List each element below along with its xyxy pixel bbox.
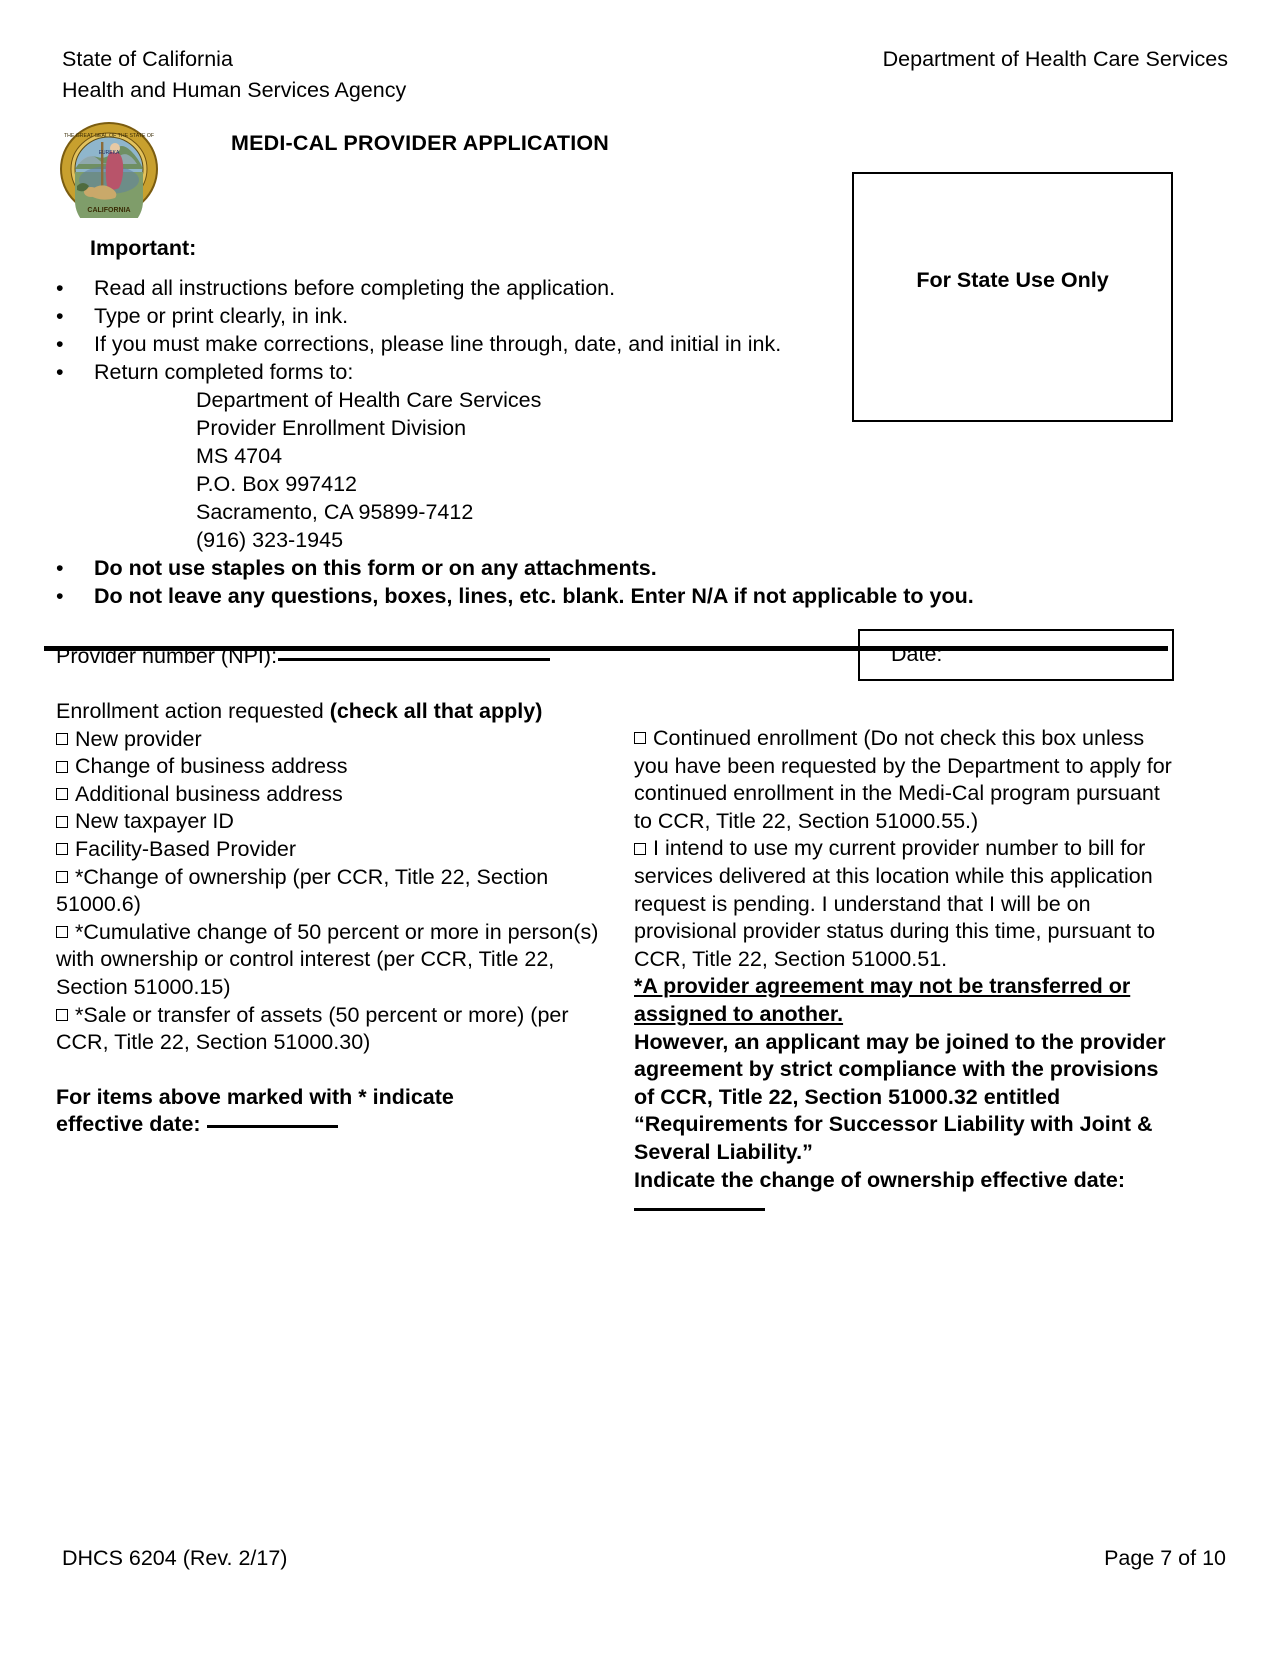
effective-date-line2 xyxy=(56,1111,621,1139)
enrollment-heading xyxy=(56,698,621,726)
checkbox-row-change-of-business-address[interactable] xyxy=(56,753,621,781)
checkbox-icon[interactable] xyxy=(56,733,68,745)
address-line: Department of Health Care Services xyxy=(196,388,542,412)
department-name: Department of Health Care Services xyxy=(882,47,1228,71)
ownership-effective-date-block xyxy=(634,1167,1174,1222)
checkbox-row-intend-to-use-current-provider-number[interactable] xyxy=(634,835,1174,973)
enrollment-heading-plain: Enrollment action requested xyxy=(56,699,330,723)
state-name: State of California xyxy=(62,47,233,71)
checkbox-row-continued-enrollment[interactable] xyxy=(634,725,1174,835)
checkbox-row-change-of-ownership[interactable] xyxy=(56,864,621,919)
page-footer xyxy=(62,1546,1226,1571)
list-item xyxy=(56,582,1166,610)
list-item xyxy=(56,274,1166,302)
checkbox-label: New taxpayer ID xyxy=(75,809,234,834)
address-line: MS 4704 xyxy=(196,444,283,468)
effective-date-input[interactable] xyxy=(207,1125,338,1128)
checkbox-icon[interactable] xyxy=(634,843,646,855)
checkbox-label: *Change of ownership (per CCR, Title 22, Section 51000.6) xyxy=(56,864,549,917)
checkbox-icon[interactable] xyxy=(56,843,68,855)
enrollment-left-column xyxy=(56,698,621,1139)
svg-text:CALIFORNIA: CALIFORNIA xyxy=(87,207,131,214)
checkbox-label: Facility-Based Provider xyxy=(75,836,297,861)
checkbox-label: New provider xyxy=(75,726,202,751)
effective-date-block xyxy=(56,1084,621,1139)
bullet-icon: • xyxy=(56,304,64,328)
ownership-effective-date-input[interactable] xyxy=(634,1208,765,1211)
bullet-icon: • xyxy=(56,556,64,580)
address-phone: (916) 323-1945 xyxy=(196,528,344,552)
address-line: P.O. Box 997412 xyxy=(196,472,357,496)
checkbox-label: Additional business address xyxy=(75,781,343,806)
checkbox-label: *Cumulative change of 50 percent or more in person(s) with ownership or control interest (per CCR, Title 22, Section 51000.15) xyxy=(56,919,599,999)
page-title: MEDI-CAL PROVIDER APPLICATION xyxy=(230,131,610,155)
provider-number-row xyxy=(56,644,550,669)
page-number: Page 7 of 10 xyxy=(1104,1546,1226,1570)
date-label: Date: xyxy=(891,642,943,666)
list-item xyxy=(56,358,1166,386)
for-state-use-only-label: For State Use Only xyxy=(916,268,1109,292)
page-header xyxy=(62,44,1228,106)
instruction-text: Read all instructions before completing the application. xyxy=(94,276,616,300)
svg-text:THE GREAT SEAL OF THE STATE OF: THE GREAT SEAL OF THE STATE OF xyxy=(63,133,155,139)
checkbox-row-additional-business-address[interactable] xyxy=(56,781,621,809)
successor-liability-notice: However, an applicant may be joined to the provider agreement by strict compliance with the provisions of CCR, Title 22, Section 51000.32 entitled “Requirements for Successor Liability with Joint & Several Liability.” xyxy=(634,1029,1166,1164)
instruction-text: If you must make corrections, please line through, date, and initial in ink. xyxy=(94,332,782,356)
checkbox-icon[interactable] xyxy=(56,1009,68,1021)
agency-block xyxy=(62,44,406,106)
address-line: Sacramento, CA 95899-7412 xyxy=(196,500,474,524)
checkbox-icon[interactable] xyxy=(634,732,646,744)
checkbox-icon[interactable] xyxy=(56,761,68,773)
instruction-text: Return completed forms to: xyxy=(94,360,354,384)
instruction-text-bold: Do not use staples on this form or on any attachments. xyxy=(94,556,657,580)
checkbox-icon[interactable] xyxy=(56,816,68,828)
checkbox-row-facility-based-provider[interactable] xyxy=(56,836,621,864)
checkbox-icon[interactable] xyxy=(56,926,68,938)
bullet-icon: • xyxy=(56,584,64,608)
enrollment-right-column xyxy=(634,725,1174,1222)
agency-name: Health and Human Services Agency xyxy=(62,78,407,102)
checkbox-icon[interactable] xyxy=(56,788,68,800)
checkbox-icon[interactable] xyxy=(56,871,68,883)
form-id: DHCS 6204 (Rev. 2/17) xyxy=(62,1546,288,1570)
list-item xyxy=(56,302,1166,330)
checkbox-label: Change of business address xyxy=(75,754,348,779)
checkbox-label: Continued enrollment (Do not check this box unless you have been requested by the Department to apply for continued enrollment in the Medi-Cal program pursuant to CCR, Title 22, Section 51000.55.) xyxy=(634,726,1172,833)
list-item xyxy=(56,554,1166,582)
instructions-list xyxy=(56,274,1166,610)
effective-date-label-line1: For items above marked with * indicate xyxy=(56,1084,454,1109)
instruction-text-bold: Do not leave any questions, boxes, lines, etc. blank. Enter N/A if not applicable to you. xyxy=(94,584,974,608)
important-heading: Important: xyxy=(90,236,197,260)
checkbox-row-new-taxpayer-id[interactable] xyxy=(56,808,621,836)
checkbox-row-new-provider[interactable] xyxy=(56,726,621,754)
bullet-icon: • xyxy=(56,276,64,300)
provider-agreement-notice: *A provider agreement may not be transferred or assigned to another. xyxy=(634,974,1131,1026)
checkbox-label: I intend to use my current provider number to bill for services delivered at this location while this application request is pending. I understand that I will be on provisional provider status during this time, pursuant to CCR, Title 22, Section 51000.51. xyxy=(634,836,1156,971)
enrollment-heading-bold: (check all that apply) xyxy=(329,699,543,723)
checkbox-row-sale-or-transfer-of-assets[interactable] xyxy=(56,1002,621,1057)
instruction-text: Type or print clearly, in ink. xyxy=(94,304,349,328)
effective-date-label-line2: effective date: xyxy=(56,1112,201,1137)
date-box[interactable] xyxy=(858,629,1174,681)
svg-text:EUREKA: EUREKA xyxy=(98,150,120,156)
list-item xyxy=(56,330,1166,358)
mailing-address xyxy=(196,386,1166,554)
checkbox-label: *Sale or transfer of assets (50 percent or more) (per CCR, Title 22, Section 51000.30) xyxy=(56,1002,569,1055)
provider-number-label: Provider number (NPI): xyxy=(56,644,278,668)
checkbox-row-cumulative-change[interactable] xyxy=(56,919,621,1002)
ownership-effective-date-label: Indicate the change of ownership effective date: xyxy=(634,1167,1126,1192)
address-line: Provider Enrollment Division xyxy=(196,416,467,440)
bullet-icon: • xyxy=(56,332,64,356)
provider-number-input[interactable] xyxy=(278,658,550,661)
bullet-icon: • xyxy=(56,360,64,384)
